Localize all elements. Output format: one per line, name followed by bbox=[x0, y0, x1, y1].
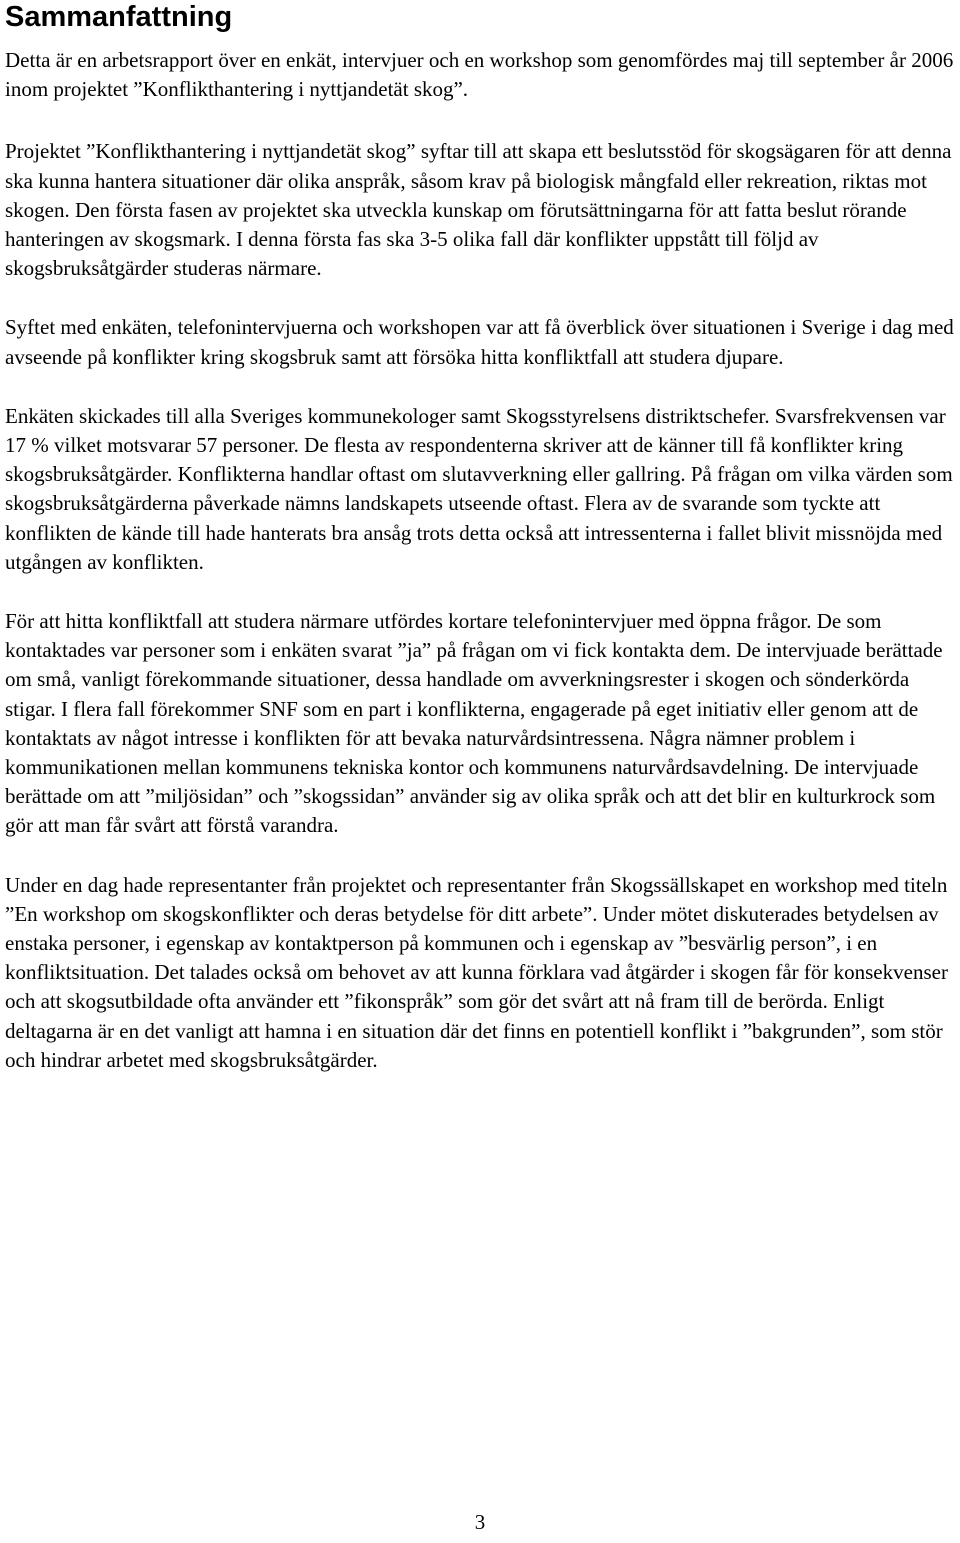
paragraph-workshop: Under en dag hade representanter från projektet och representanter från Skogssällskapet en workshop med titeln ”En workshop om skogskonflikter och deras betydelse för ditt arbete”. Under mötet diskuterades betydelsen av enstaka personer, i egenskap av kontaktperson på kommunen och i egenskap av ”besvärlig person”, i en konfliktsituation. Det talades också om behovet av att kunna förklara vad åtgärder i skogen får för konsekvenser och att skogsutbildade ofta använder ett ”fikonspråk” som gör det svårt att nå fram till de berörda. Enligt deltagarna är en det vanligt att hamna i en situation där det finns en potentiell konflikt i ”bakgrunden”, som stör och hindrar arbetet med skogsbruksåtgärder. bbox=[5, 872, 948, 1072]
section-heading: Sammanfattning bbox=[5, 1, 233, 33]
document-page bbox=[5, 0, 955, 1075]
paragraph-survey-purpose: Syftet med enkäten, telefonintervjuerna och workshopen var att få överblick över situationen i Sverige i dag med avseende på konflikter kring skogsbruk samt att försöka hitta konfliktfall att studera djupare. bbox=[5, 315, 954, 369]
paragraph-project-aim: Projektet ”Konflikthantering i nyttjandetät skog” syftar till att skapa ett beslutsstöd för skogsägaren för att denna ska kunna hantera situationer där olika anspråk, såsom krav på biologisk mångfald eller rekreation, riktas mot skogen. Den första fasen av projektet ska utveckla kunskap om förutsättningarna för att fatta beslut rörande hanteringen av skogsmark. I denna första fas ska 3-5 olika fall där konflikter uppstått till följd av skogsbruksåtgärder studeras närmare. bbox=[5, 139, 952, 281]
page-number: 3 bbox=[474, 1510, 486, 1534]
paragraph-survey-results: Enkäten skickades till alla Sveriges kommunekologer samt Skogsstyrelsens distriktschefer. Svarsfrekvensen var 17 % vilket motsvarar 57 personer. De flesta av respondenterna skriver att de känner till få konflikter kring skogsbruksåtgärder. Konflikterna handlar oftast om slutavverkning eller gallring. På frågan om vilka värden som skogsbruksåtgärderna påverkade nämns landskapets utseende oftast. Flera av de svarande som tyckte att konflikten de kände till hade hanterats bra ansåg trots detta också att intressenterna i fallet blivit missnöjda med utgången av konflikten. bbox=[5, 403, 953, 574]
paragraph-phone-interviews: För att hitta konfliktfall att studera närmare utfördes kortare telefonintervjuer med öppna frågor. De som kontaktades var personer som i enkäten svarat ”ja” på frågan om vi fick kontakta dem. De intervjuade berättade om små, vanligt förekommande situationer, dessa handlade om avverkningsrester i skogen och sönderkörda stigar. I flera fall förekommer SNF som en part i konflikterna, engagerade på eget initiativ eller genom att de kontaktats av något intresse i konflikten för att bevaka naturvårdsintressena. Några nämner problem i kommunikationen mellan kommunens tekniska kontor och kommunens naturvårdsavdelning. De intervjuade berättade om att ”miljösidan” och ”skogssidan” använder sig av olika språk och att det blir en kulturkrock som gör att man får svårt att förstå varandra. bbox=[5, 609, 943, 838]
paragraph-intro: Detta är en arbetsrapport över en enkät, intervjuer och en workshop som genomfördes maj till september år 2006 inom projektet ”Konflikthantering i nyttjandetät skog”. bbox=[5, 48, 954, 102]
